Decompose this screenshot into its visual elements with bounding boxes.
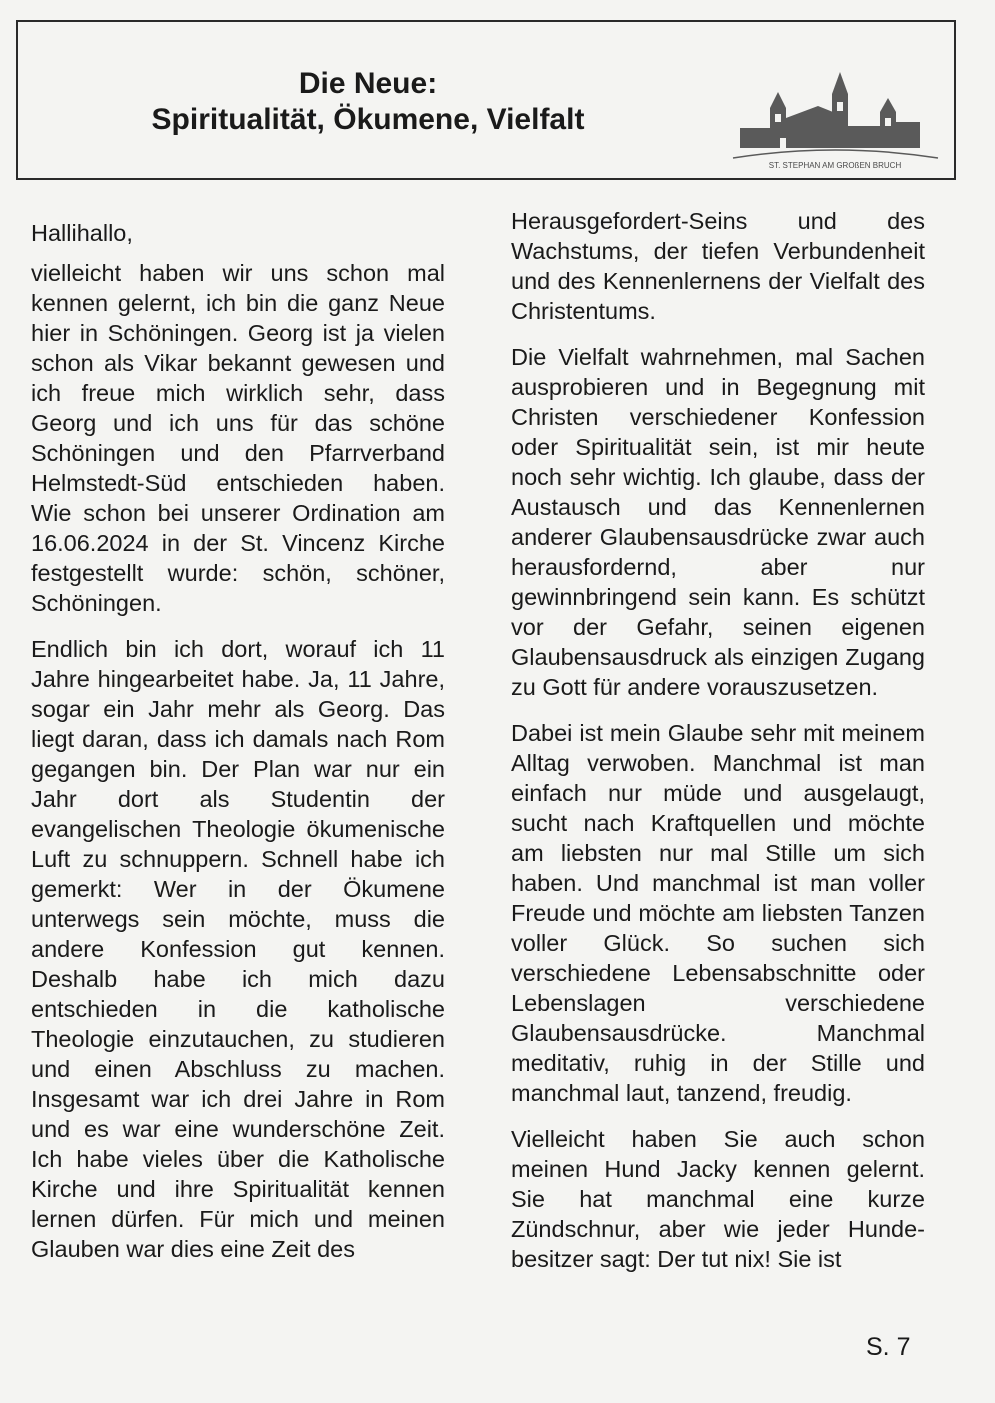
header-box (16, 20, 956, 180)
logo-text: ST. STEPHAN AM GROßEN BRUCH (768, 161, 902, 170)
title-line-1: Die Neue: (298, 67, 438, 100)
paragraph: vielleicht haben wir uns schon mal kennen gelernt, ich bin die ganz Neue hier in Schöningen. Georg ist ja vielen schon als Vikar bekannt gewesen und ich freue mich wirklich sehr, dass Georg und ich uns für das schöne Schöningen und den Pfarrverband Helmstedt-Süd entschieden haben. Wie schon bei unserer Ordination am 16.06.2024 in der St. Vincenz Kirche festgestellt wurde: schön, schöner, Schöningen. (31, 260, 445, 616)
church-logo-icon (728, 70, 943, 170)
title-line-2: Spiritualität, Ökumene, Vielfalt (151, 103, 585, 136)
page-number: S. 7 (866, 1333, 911, 1361)
greeting: Hallihallo, (31, 220, 133, 246)
right-column (511, 206, 925, 1290)
paragraph: Vielleicht haben Sie auch schon meinen Hund Jacky kennen gelernt. Sie hat manchmal eine kurze Zündschnur, aber wie jeder Hundebesitzer sagt: Der tut nix! Sie ist (511, 1126, 925, 1272)
left-column (31, 218, 445, 1280)
paragraph: Die Vielfalt wahrnehmen, mal Sachen ausprobieren und in Begegnung mit Christen verschiedener Konfession oder Spiritualität sein, ist mir heute noch sehr wichtig. Ich glaube, dass der Austausch und das Kennenlernen anderer Glaubensausdrücke zwar auch herausfordernd, aber nur gewinnbringend sein kann. Es schützt vor der Gefahr, seinen eigenen Glaubensausdruck als einzigen Zugang zu Gott für andere vorauszusetzen. (511, 344, 925, 700)
paragraph: Herausgefordert-Seins und des Wachstums, der tiefen Verbundenheit und des Kennenlernens der Vielfalt des Christentums. (511, 208, 925, 324)
page-title (18, 66, 718, 138)
paragraph: Endlich bin ich dort, worauf ich 11 Jahre hingearbeitet habe. Ja, 11 Jahre, sogar ein Jahr mehr als Georg. Das liegt daran, dass ich damals nach Rom gegangen bin. Der Plan war nur ein Jahr dort als Studentin der evangelischen Theologie ökumenische Luft zu schnuppern. Schnell habe ich gemerkt: Wer in der Ökumene unterwegs sein möchte, muss die andere Konfession gut kennen. Deshalb habe ich mich dazu entschieden in die katholische Theologie einzutauchen, zu studieren und einen Abschluss zu machen. Insgesamt war ich drei Jahre in Rom und es war eine wunderschöne Zeit. Ich habe vieles über die Katholische Kirche und ihre Spiritualität kennen lernen dürfen. Für mich und meinen Glauben war dies eine Zeit des (31, 636, 445, 1262)
paragraph: Dabei ist mein Glaube sehr mit meinem Alltag verwoben. Manchmal ist man einfach nur müde und ausgelaugt, sucht nach Kraftquellen und möchte am liebsten nur mal Stille um sich haben. Und manchmal ist man voller Freude und möchte am liebsten Tanzen voller Glück. So suchen sich verschiedene Lebensabschnitte oder Lebenslagen verschiedene Glaubensausdrücke. Manchmal meditativ, ruhig in der Stille und manchmal laut, tanzend, freudig. (511, 720, 925, 1106)
